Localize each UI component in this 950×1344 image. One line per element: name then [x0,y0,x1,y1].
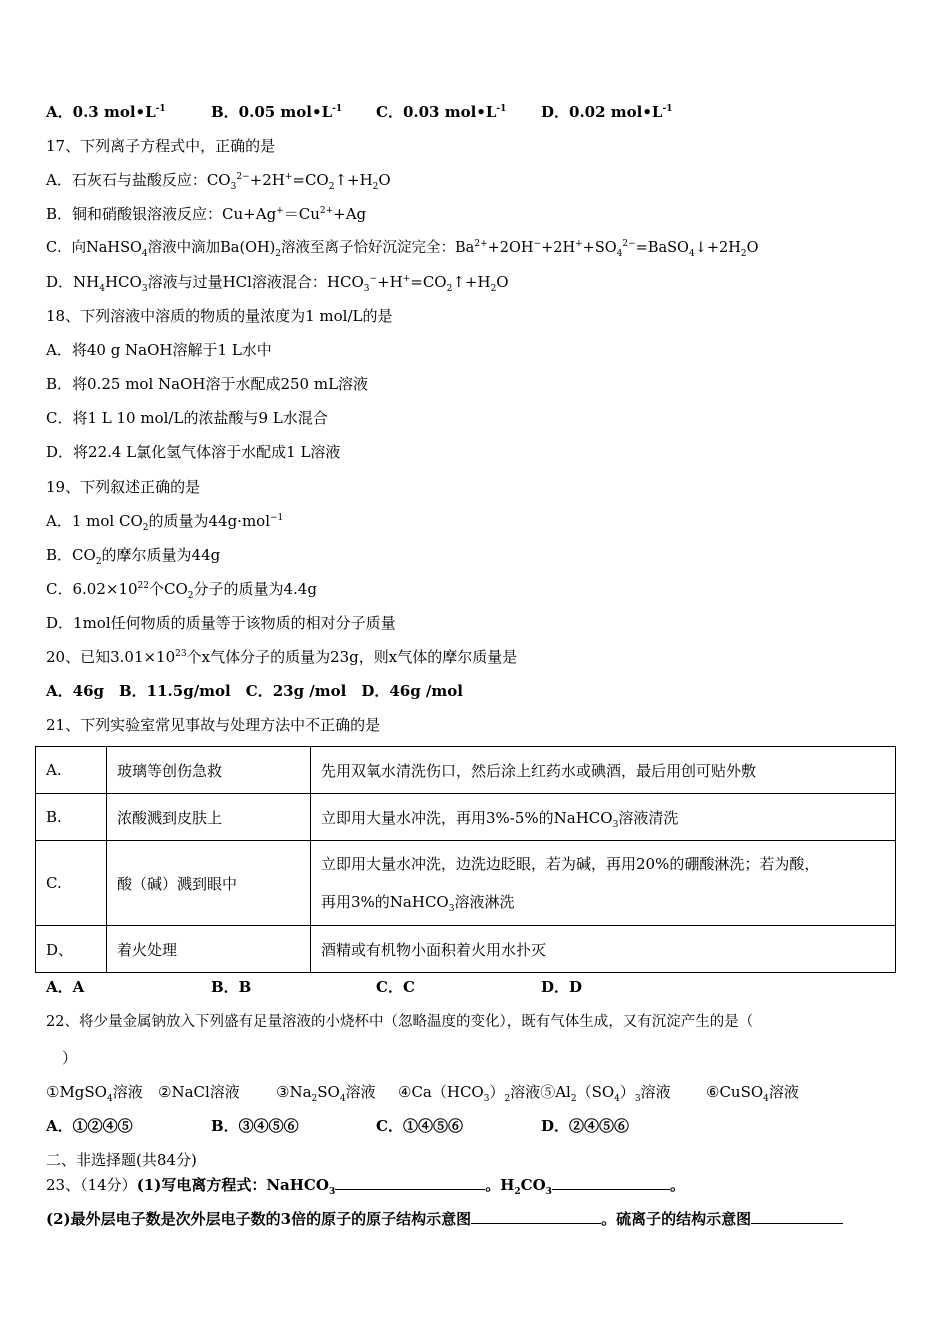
q17-option-a: A．石灰石与盐酸反应：$CO_3^{2-}+2H^+=CO_2↑+H_2O$ [46,171,391,192]
row-method: 先用双氧水清洗伤口，然后涂上红药水或碘酒，最后用创可贴外敷 [311,747,896,794]
section-title: 二、非选择题(共84分) [46,1151,197,1169]
q22-substance-3: $③Na_2SO_4$溶液 [276,1083,376,1104]
q22-substance-2: ②NaCl溶液 [158,1083,240,1101]
q21-option-a: A．A [46,978,85,996]
q18-option-b: B．将0.25 mol NaOH溶于水配成250 mL溶液 [46,375,369,393]
q23-label: 23、（14分） [46,1176,137,1194]
q16-option-a: A．0.3 $mol•L^{-1}$ [46,103,166,121]
q22-substance-6: ⑥CuSO$_4$溶液 [706,1083,799,1104]
row-label: B. [36,794,107,841]
q22-stem-end: ） [62,1049,78,1067]
q17-stem: 17、下列离子方程式中，正确的是 [46,137,276,155]
q18-option-a: A．将40 g NaOH溶解于1 L水中 [46,341,272,359]
table-row [36,841,896,926]
q21-option-c: C．C [376,978,415,996]
q20-options: A．46g B．11.5g/mol C．23g /mol D．46g /mol [46,682,463,700]
q16-option-c: C．0.03 $mol•L^{-1}$ [376,103,507,121]
q20-stem: 20、已知$3.01\times 10^{23}$个x气体分子的质量为23g，则x气体的摩尔质量是 [46,648,518,666]
q17-option-d: D．$NH_4HCO_3$溶液与过量HCl溶液混合：$HCO_3^-+H^+=CO_2↑+H_2O$ [46,273,509,294]
q22-option-a: A．①②④⑤ [46,1117,133,1135]
row-method: 立即用大量水冲洗，再用3%-5%的NaHCO$_3$溶液清洗 [311,794,896,841]
row-label: C. [36,841,107,926]
answer-blank[interactable] [751,1209,843,1224]
q18-option-c: C．将1 L 10 mol/L的浓盐酸与9 L水混合 [46,409,328,427]
q18-option-d: D．将22.4 L氯化氢气体溶于水配成1 L溶液 [46,443,341,461]
row-label: A. [36,747,107,794]
q21-options [46,977,582,997]
q22-substance-4-5: $④Ca(HCO_3)_2$溶液$⑤Al_2(SO_4)_3$溶液 [398,1083,671,1104]
q18-stem: 18、下列溶液中溶质的物质的量浓度为1 mol/L的是 [46,307,393,325]
answer-blank[interactable] [471,1209,601,1224]
q23-part2: (2)最外层电子数是次外层电子数的3倍的原子的原子结构示意图 。硫离子的结构示意图 [46,1209,843,1229]
answer-blank[interactable] [335,1175,485,1190]
row-accident: 浓酸溅到皮肤上 [107,794,311,841]
q19-stem: 19、下列叙述正确的是 [46,478,201,496]
q22-substance-1: ①MgSO$_4$溶液 [46,1083,143,1104]
q19-option-d: D．1mol任何物质的质量等于该物质的相对分子质量 [46,614,396,632]
q19-option-a: A．1 mol $CO_2$的质量为44g·mol$^{-1}$ [46,512,284,533]
q21-option-d: D．D [541,978,583,996]
q21-stem: 21、下列实验室常见事故与处理方法中不正确的是 [46,716,381,734]
row-method: 立即用大量水冲洗，边洗边眨眼，若为碱，再用20%的硼酸淋洗；若为酸， 再用3%的NaHCO$_3$溶液淋洗 [311,841,896,926]
row-accident: 酸（碱）溅到眼中 [107,841,311,926]
q19-option-c: C．$6.02\times 10^{22}$个$CO_2$分子的质量为4.4g [46,580,317,601]
q22-substances [46,1082,799,1102]
q17-option-b: B．铜和硝酸银溶液反应：$Cu+Ag^+=Cu^{2+}+Ag$ [46,205,367,223]
q22-options [46,1116,629,1136]
q22-option-d: D．②④⑤⑥ [541,1117,630,1135]
q22-option-c: C．①④⑤⑥ [376,1117,463,1135]
q21-option-b: B．B [211,978,252,996]
q22-stem: 22、将少量金属钠放入下列盛有足量溶液的小烧杯中（忽略温度的变化），既有气体生成，又有沉淀产生的是（ [46,1014,754,1030]
table-row [36,926,896,973]
q16-option-d: D．0.02 $mol•L^{-1}$ [541,103,673,121]
q23-part1: 23、（14分）(1)写电离方程式：NaHCO$_3$ 。$H_2CO_3$ 。 [46,1176,685,1197]
q21-table [35,746,896,973]
q22-option-b: B．③④⑤⑥ [211,1117,299,1135]
q17-option-c: C．向NaHSO$_4$溶液中滴加$Ba(OH)_2$溶液至离子恰好沉淀完全：$Ba^{2+}+2OH^-+2H^++SO_4^{2-}=BaSO_4↓+2H_2O$ [46,239,759,259]
answer-blank[interactable] [552,1175,670,1190]
table-row [36,794,896,841]
row-accident: 玻璃等创伤急救 [107,747,311,794]
q19-option-b: B．$CO_2$的摩尔质量为44g [46,546,221,567]
row-accident: 着火处理 [107,926,311,973]
q16-option-b: B．0.05 $mol•L^{-1}$ [211,103,343,121]
q16-options [46,102,672,122]
table-row [36,747,896,794]
row-method: 酒精或有机物小面积着火用水扑灭 [311,926,896,973]
row-label: D、 [36,926,107,973]
